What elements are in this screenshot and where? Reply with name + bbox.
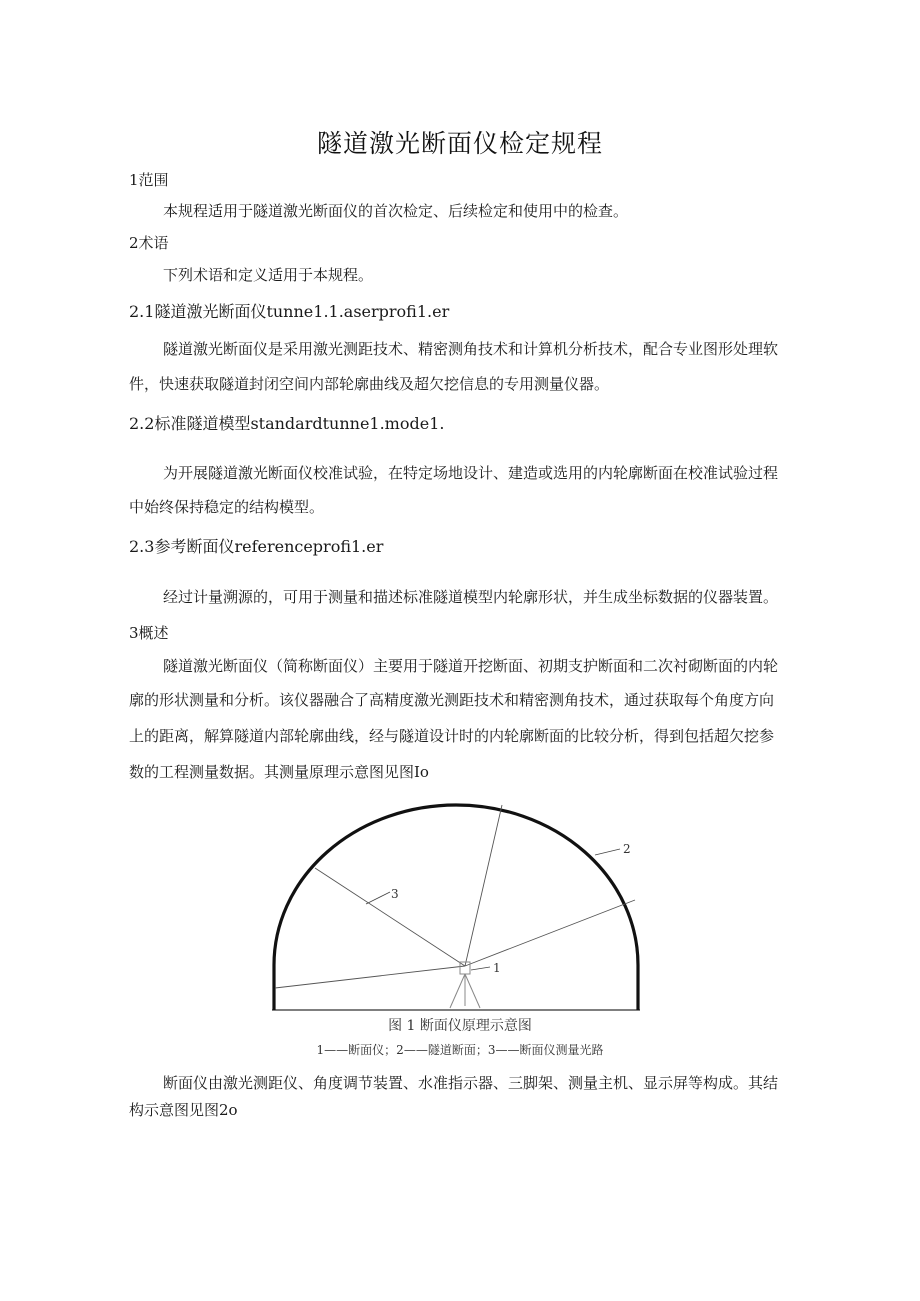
section-3-paragraph-line-4: 数的工程测量数据。其测量原理示意图见图Io bbox=[129, 763, 429, 781]
leader-line-1 bbox=[471, 967, 490, 970]
section-3-paragraph-line-2: 廓的形状测量和分析。该仪器融合了高精度激光测距技术和精密测角技术，通过获取每个角度方向 bbox=[129, 691, 775, 709]
tunnel-section-outline bbox=[274, 805, 638, 1010]
section-2-1-heading: 2.1隧道激光断面仪tunne1.1.aserprofi1.er bbox=[129, 302, 450, 321]
laser-rays bbox=[275, 805, 635, 988]
label-tunnel-section: 2 bbox=[623, 842, 631, 856]
laser-ray bbox=[275, 966, 465, 988]
laser-ray bbox=[315, 868, 465, 966]
section-3-paragraph-2-line-1: 断面仪由激光测距仪、角度调节装置、水准指示器、三脚架、测量主机、显示屏等构成。其结 bbox=[163, 1074, 779, 1092]
section-2-2-heading: 2.2标准隧道模型standardtunne1.mode1. bbox=[129, 414, 445, 433]
section-2-1-paragraph-line-2: 件，快速获取隧道封闭空间内部轮廓曲线及超欠挖信息的专用测量仪器。 bbox=[129, 375, 610, 393]
page-title: 隧道激光断面仪检定规程 bbox=[316, 129, 603, 158]
laser-ray bbox=[465, 900, 635, 966]
section-1-heading: 1范围 bbox=[129, 171, 169, 189]
leader-line-3 bbox=[366, 892, 390, 904]
section-2-paragraph: 下列术语和定义适用于本规程。 bbox=[163, 266, 374, 284]
section-2-1-paragraph-line-1: 隧道激光断面仪是采用激光测距技术、精密测角技术和计算机分析技术，配合专业图形处理软 bbox=[163, 340, 779, 358]
section-2-3-paragraph: 经过计量溯源的，可用于测量和描述标准隧道模型内轮廓形状，并生成坐标数据的仪器装置。 bbox=[163, 588, 779, 606]
section-2-3-heading: 2.3参考断面仪referenceprofi1.er bbox=[129, 537, 384, 556]
section-3-heading: 3概述 bbox=[129, 624, 169, 642]
section-2-heading: 2术语 bbox=[129, 234, 169, 252]
section-2-2-paragraph-line-1: 为开展隧道激光断面仪校准试验，在特定场地设计、建造或选用的内轮廓断面在校准试验过程 bbox=[163, 464, 779, 482]
tripod-leg bbox=[465, 974, 480, 1008]
section-3-paragraph-line-1: 隧道激光断面仪（简称断面仪）主要用于隧道开挖断面、初期支护断面和二次衬砌断面的内轮 bbox=[163, 657, 779, 675]
section-3-paragraph-2-line-2: 构示意图见图2o bbox=[129, 1101, 238, 1119]
label-profiler: 1 bbox=[493, 961, 501, 975]
leader-line-2 bbox=[595, 849, 620, 855]
tripod-leg bbox=[450, 974, 465, 1008]
section-2-2-paragraph-line-2: 中始终保持稳定的结构模型。 bbox=[129, 498, 325, 516]
section-1-paragraph: 本规程适用于隧道激光断面仪的首次检定、后续检定和使用中的检查。 bbox=[163, 202, 629, 220]
figure-1-diagram bbox=[270, 800, 650, 1015]
section-3-paragraph-line-3: 上的距离，解算隧道内部轮廓曲线，经与隧道设计时的内轮廓断面的比较分析，得到包括超欠挖参 bbox=[129, 727, 775, 745]
laser-ray bbox=[465, 805, 502, 966]
figure-1-legend: 1——断面仪；2——隧道断面；3——断面仪测量光路 bbox=[316, 1043, 604, 1057]
label-laser-path: 3 bbox=[391, 887, 399, 901]
figure-1-caption: 图 1 断面仪原理示意图 bbox=[388, 1018, 532, 1034]
